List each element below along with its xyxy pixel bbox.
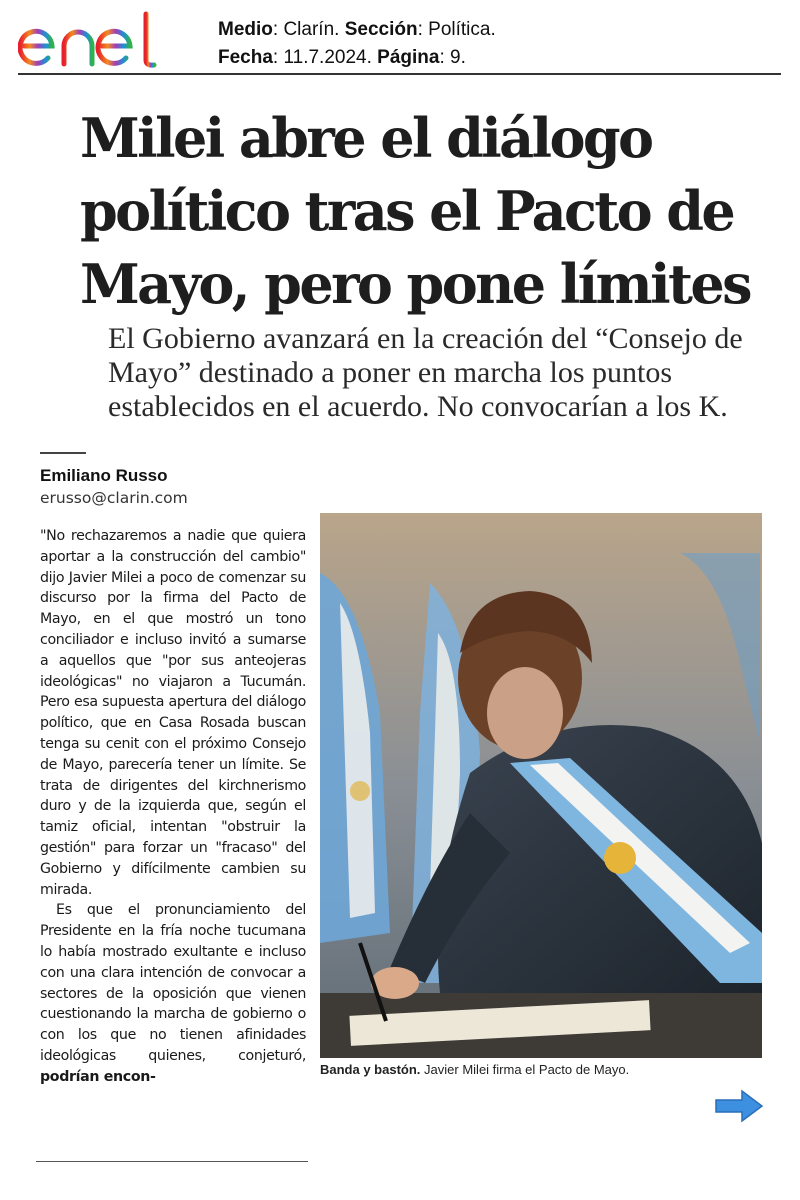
paragraph-2-text: Es que el pronunciamiento del Presidente en la fría noche tucumana lo había mostrado exultante e incluso con una clara intención de convocar a sectores de la oposición que vienen cuestionando la marcha de gobierno o con los que no tienen afinidades ideológicas quienes, conjeturó, — [40, 902, 306, 1064]
fecha-value: 11.7.2024 — [283, 47, 367, 68]
meta-line-1: Medio: Clarín. Sección: Política. — [218, 19, 496, 40]
paragraph-2-bold-tail: podrían encon- — [40, 1068, 156, 1085]
press-metadata — [218, 16, 496, 72]
headline: Milei abre el diálogo político tras el Pacto de Mayo, pero pone límites — [80, 106, 750, 316]
author-email: erusso@clarin.com — [40, 489, 188, 507]
pagina-label: Página — [377, 47, 440, 68]
pagina-value: 9 — [450, 47, 461, 68]
article-photo — [320, 513, 762, 1058]
paragraph-1: "No rechazaremos a nadie que quiera aportar a la construcción del cambio" dijo Javier Milei a poco de comenzar su discurso por la firma del Pacto de Mayo, en el que mostró un tono conciliador e incluso invitó a sumarse a aquellos que "por sus anteojeras ideológicas" no viajaron a Tucumán. Pero esa supuesta apertura del diálogo político, que en Casa Rosada buscan tenga su cenit con el próximo Consejo de Mayo, parecería tener un límite. Se trata de dirigentes del kirchnerismo duro y de la izquierda que, según el tamiz oficial, intentan "obstruir la gestión" para forzar un "fracaso" del Gobierno y difícilmente cambien su mirada. — [40, 528, 306, 898]
seccion-value: Política — [428, 19, 491, 40]
paragraph-2 — [40, 900, 306, 1087]
enel-logo — [18, 8, 190, 72]
column-end-rule — [36, 1161, 308, 1162]
photo-caption — [320, 1062, 780, 1077]
caption-text: Javier Milei firma el Pacto de Mayo. — [424, 1062, 630, 1077]
medio-value: Clarín — [283, 19, 335, 40]
caption-bold: Banda y bastón. — [320, 1062, 421, 1077]
byline-rule — [40, 452, 86, 454]
arrow-right-icon[interactable] — [714, 1089, 764, 1123]
subheadline: El Gobierno avanzará en la creación del “Consejo de Mayo” destinado a poner en marcha los puntos establecidos en el acuerdo. No convocarían a los K. — [108, 322, 743, 423]
article-body — [40, 526, 306, 1088]
fecha-label: Fecha — [218, 47, 273, 68]
medio-label: Medio — [218, 19, 273, 40]
seccion-label: Sección — [344, 19, 418, 40]
author-name: Emiliano Russo — [40, 466, 168, 485]
header-divider — [18, 73, 781, 75]
meta-line-2: Fecha: 11.7.2024. Página: 9. — [218, 47, 466, 68]
